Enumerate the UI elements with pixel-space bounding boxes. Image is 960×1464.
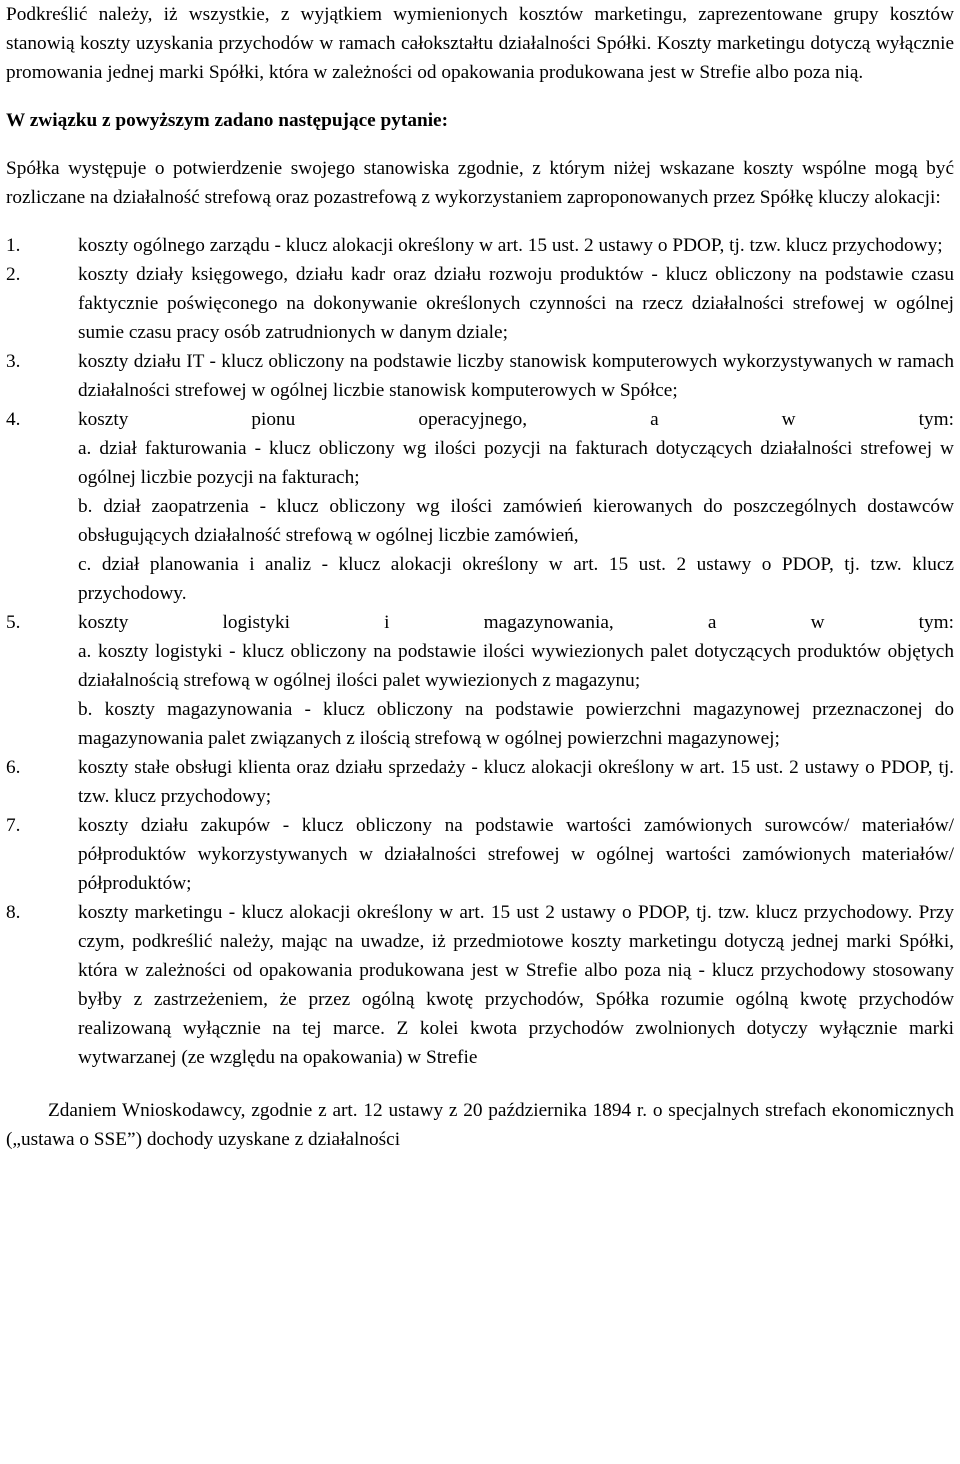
sub-item-text: c. dział planowania i analiz - klucz alokacji określony w art. 15 ust. 2 ustawy o PDOP, tj. tzw. klucz przychodowy. [78,554,954,604]
question-paragraph: Spółka występuje o potwierdzenie swojego stanowiska zgodnie, z którym niżej wskazane koszty wspólne mogą być rozliczane na działalność strefową oraz pozastrefową z wykorzystaniem zaproponowanych przez Spółkę kluczy alokacji: [6,158,954,208]
list-item [6,898,954,1072]
item-body [78,753,954,811]
sub-item-text: b. koszty magazynowania - klucz obliczony na podstawie powierzchni magazynowej przeznaczonej do magazynowania palet związanych z ilością strefową w ogólnej powierzchni magazynowej; [78,699,954,749]
item-text: koszty pionu operacyjnego, a w tym: [78,409,954,430]
item-number: 3. [6,351,21,372]
list-item [6,347,954,405]
conclusion-paragraph: Zdaniem Wnioskodawcy, zgodnie z art. 12 ustawy z 20 października 1894 r. o specjalnych strefach ekonomicznych („ustawa o SSE”) dochody uzyskane z działalności [6,1100,954,1150]
intro-paragraph: Podkreślić należy, iż wszystkie, z wyjątkiem wymienionych kosztów marketingu, zaprezentowane grupy kosztów stanowią koszty uzyskania przychodów w ramach całokształtu działalności Spółki. Koszty marketingu dotyczą wyłącznie promowania jednej marki Spółki, która w zależności od opakowania produkowana jest w Strefie albo poza nią. [6,4,954,83]
item-text: koszty działu zakupów - klucz obliczony na podstawie wartości zamówionych surowców/ materiałów/ półproduktów wykorzystywanych w działalności strefowej w ogólnej wartości zamówionych materiałów/ półproduktów; [78,815,954,894]
item-body [78,347,954,405]
item-body [78,608,954,753]
item-body [78,811,954,898]
item-text: koszty logistyki i magazynowania, a w tym: [78,612,954,633]
allocation-key-list [6,231,954,1072]
item-number: 5. [6,612,21,633]
item-number: 2. [6,264,21,285]
question-heading: W związku z powyższym zadano następujące pytanie: [6,110,449,131]
list-item [6,753,954,811]
item-number: 6. [6,757,21,778]
item-body [78,231,954,260]
item-number: 1. [6,235,21,256]
list-item [6,811,954,898]
item-text: koszty stałe obsługi klienta oraz działu sprzedaży - klucz alokacji określony w art. 15 ust. 2 ustawy o PDOP, tj. tzw. klucz przychodowy; [78,757,954,807]
list-item [6,260,954,347]
item-number: 7. [6,815,21,836]
item-text: koszty działu IT - klucz obliczony na podstawie liczby stanowisk komputerowych wykorzystywanych w ramach działalności strefowej w ogólnej liczbie stanowisk komputerowych w Spółce; [78,351,954,401]
item-number: 4. [6,409,21,430]
item-body [78,260,954,347]
item-text: koszty działy księgowego, działu kadr oraz działu rozwoju produktów - klucz obliczony na podstawie czasu faktycznie poświęconego na dokonywanie określonych czynności na rzecz działalności strefowej w ogólnej sumie czasu pracy osób zatrudnionych w danym dziale; [78,264,954,343]
item-text: koszty marketingu - klucz alokacji określony w art. 15 ust 2 ustawy o PDOP, tj. tzw. klucz przychodowy. Przy czym, podkreślić należy, mając na uwadze, iż przedmiotowe koszty marketingu dotyczą jednej marki Spółki, która w zależności od opakowania produkowana jest w Strefie albo poza nią - klucz przychodowy stosowany byłby z zastrzeżeniem, że przez ogólną kwotę przychodów, Spółka rozumie ogólną kwotę przychodów realizowaną wyłącznie na tej marce. Z kolei kwota przychodów zwolnionych dotyczy wyłącznie marki wytwarzanej (ze względu na opakowania) w Strefie [78,902,954,1068]
list-item [6,405,954,608]
list-item [6,608,954,753]
sub-item-text: a. dział fakturowania - klucz obliczony wg ilości pozycji na fakturach dotyczących działalności strefowej w ogólnej liczbie pozycji na fakturach; [78,438,954,488]
sub-item-text: b. dział zaopatrzenia - klucz obliczony wg ilości zamówień kierowanych do poszczególnych dostawców obsługujących działalność strefową w ogólnej liczbie zamówień, [78,496,954,546]
list-item [6,231,954,260]
item-text: koszty ogólnego zarządu - klucz alokacji określony w art. 15 ust. 2 ustawy o PDOP, tj. tzw. klucz przychodowy; [78,235,943,256]
item-body [78,405,954,608]
sub-item-text: a. koszty logistyki - klucz obliczony na podstawie ilości wywiezionych palet dotyczących produktów objętych działalnością strefową w ogólnej ilości palet wywiezionych z magazynu; [78,641,954,691]
item-number: 8. [6,902,21,923]
item-body [78,898,954,1072]
